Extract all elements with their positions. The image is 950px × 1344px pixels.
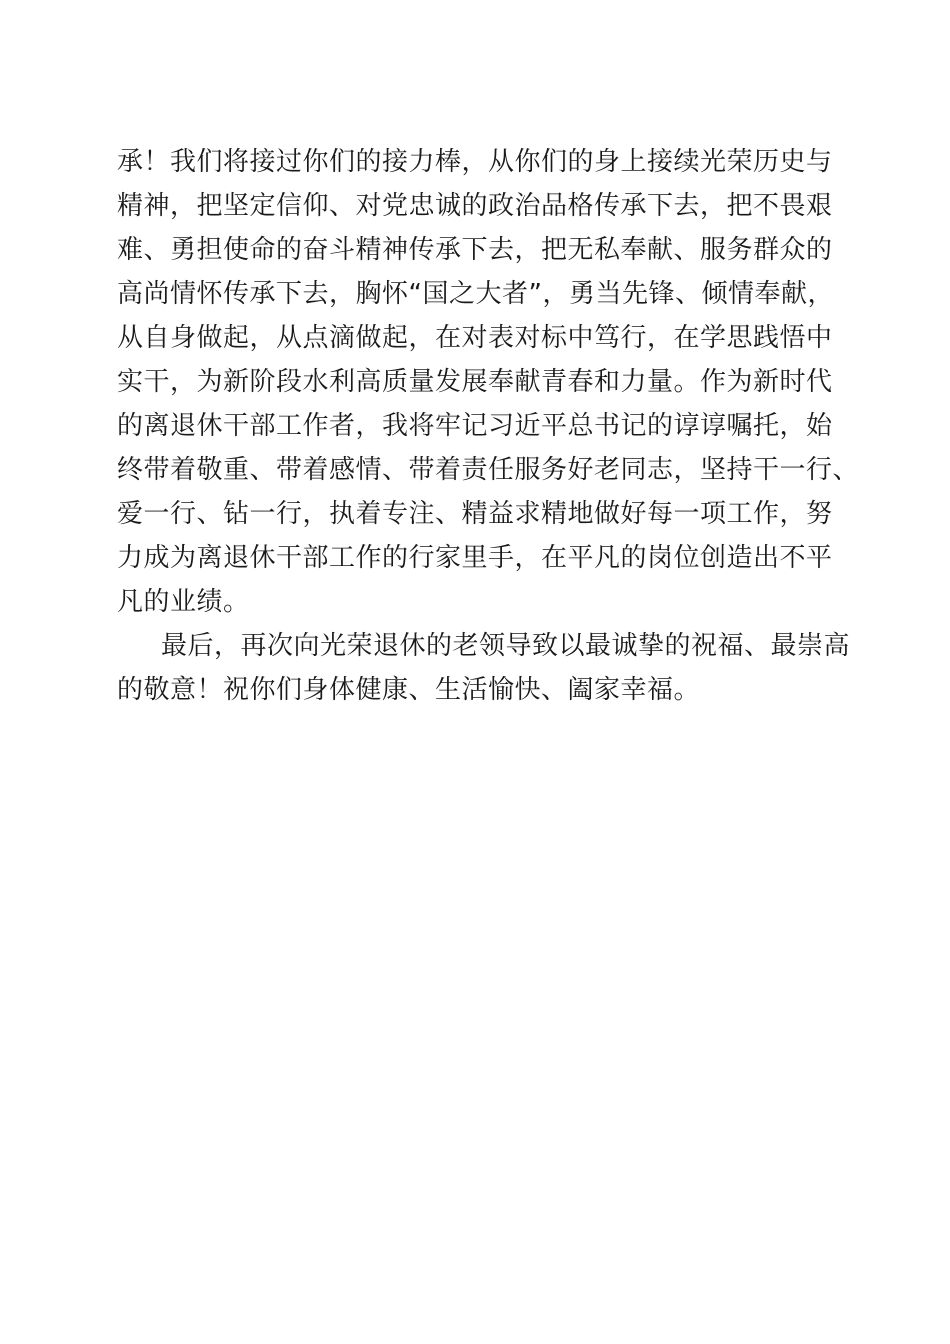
text-line: 最后，再次向光荣退休的老领导致以最诚挚的祝福、最崇高 — [161, 631, 851, 661]
paragraph-2 — [117, 624, 851, 712]
text-line: 终带着敬重、带着感情、带着责任服务好老同志，坚持干一行、 — [117, 455, 860, 485]
text-line: 实干，为新阶段水利高质量发展奉献青春和力量。作为新时代 — [117, 367, 833, 397]
text-line: 承！我们将接过你们的接力棒，从你们的身上接续光荣历史与 — [117, 147, 833, 177]
text-line: 凡的业绩。 — [117, 587, 250, 617]
text-line: 难、勇担使命的奋斗精神传承下去，把无私奉献、服务群众的 — [117, 235, 833, 265]
text-line: 的敬意！祝你们身体健康、生活愉快、阖家幸福。 — [117, 675, 701, 705]
text-line: 从自身做起，从点滴做起，在对表对标中笃行，在学思践悟中 — [117, 323, 833, 353]
text-line: 爱一行、钻一行，执着专注、精益求精地做好每一项工作，努 — [117, 499, 833, 529]
text-line: 精神，把坚定信仰、对党忠诚的政治品格传承下去，把不畏艰 — [117, 191, 833, 221]
text-line: 高尚情怀传承下去，胸怀“国之大者”，勇当先锋、倾情奉献， — [117, 279, 834, 309]
document-body — [117, 140, 860, 712]
text-line: 的离退休干部工作者，我将牢记习近平总书记的谆谆嘱托，始 — [117, 411, 833, 441]
text-line: 力成为离退休干部工作的行家里手，在平凡的岗位创造出不平 — [117, 543, 833, 573]
paragraph-1 — [117, 140, 860, 624]
